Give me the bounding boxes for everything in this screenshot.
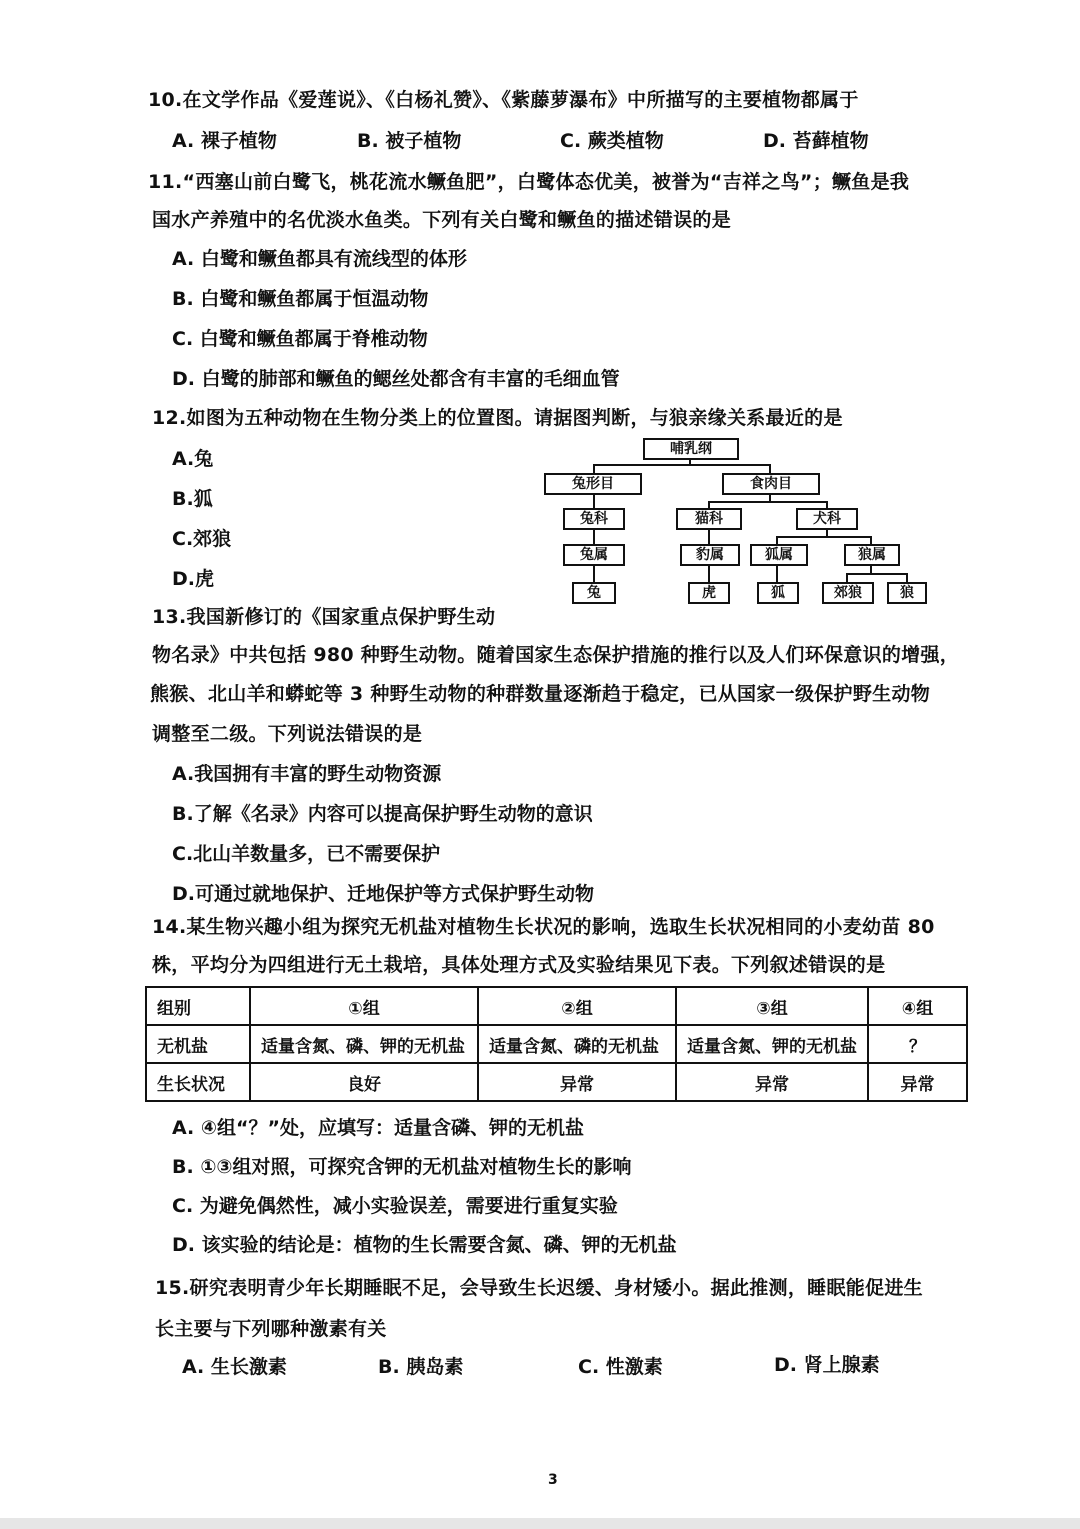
tree-genus-vulpes: 狐属 [750,544,808,566]
q14-option-b: B. ①③组对照，可探究含钾的无机盐对植物生长的影响 [172,1156,632,1178]
tree-species-fox: 狐 [757,582,799,604]
q13-option-c: C.北山羊数量多，已不需要保护 [172,843,441,865]
q11-stem-line1: 11.“西塞山前白鹭飞，桃花流水鳜鱼肥”，白鹭体态优美，被誉为“吉祥之鸟”；鳜鱼是我 [148,171,910,193]
table-cell: 良好 [250,1063,478,1101]
q11-option-c: C. 白鹭和鳜鱼都属于脊椎动物 [172,328,428,350]
q10-option-b: B. 被子植物 [357,130,462,152]
experiment-table [145,986,968,1102]
q15-option-c: C. 性激素 [578,1356,663,1378]
table-cell: 组别 [146,987,250,1025]
q14-option-c: C. 为避免偶然性，减小实验误差，需要进行重复实验 [172,1195,618,1217]
table-cell: 适量含氮、磷、钾的无机盐 [250,1025,478,1063]
table-cell: ？ [868,1025,967,1063]
tree-genus-canis: 狼属 [844,544,900,566]
q13-option-a: A.我国拥有丰富的野生动物资源 [172,763,442,785]
tree-species-tiger: 虎 [688,582,730,604]
q13-option-b: B.了解《名录》内容可以提高保护野生动物的意识 [172,803,593,825]
q13-option-d: D.可通过就地保护、迁地保护等方式保护野生动物 [172,883,594,905]
q12-option-d: D.虎 [172,568,214,590]
q10-option-c: C. 蕨类植物 [560,130,664,152]
table-row [146,1025,967,1063]
q13-stem-line2: 物名录》中共包括 980 种野生动物。随着国家生态保护措施的推行以及人们环保意识的增强， [152,644,960,666]
table-cell: ③组 [676,987,868,1025]
scan-edge [0,1518,1080,1529]
tree-family-leporidae: 兔科 [563,508,625,530]
q14-stem-line1: 14.某生物兴趣小组为探究无机盐对植物生长状况的影响，选取生长状况相同的小麦幼苗 80 [152,916,935,938]
q15-option-d: D. 肾上腺素 [774,1354,880,1376]
q10-option-a: A. 裸子植物 [172,130,277,152]
table-cell: ①组 [250,987,478,1025]
q10-option-d: D. 苔藓植物 [763,130,869,152]
tree-species-coyote: 郊狼 [822,582,874,604]
q14-option-d: D. 该实验的结论是：植物的生长需要含氮、磷、钾的无机盐 [172,1234,677,1256]
q11-stem-line2: 国水产养殖中的名优淡水鱼类。下列有关白鹭和鳜鱼的描述错误的是 [152,209,732,231]
q11-option-a: A. 白鹭和鳜鱼都具有流线型的体形 [172,248,467,270]
table-cell: 异常 [676,1063,868,1101]
table-cell: 异常 [868,1063,967,1101]
tree-species-rabbit: 兔 [572,582,616,604]
q15-option-b: B. 胰岛素 [378,1356,464,1378]
table-cell: 适量含氮、磷的无机盐 [478,1025,676,1063]
tree-genus-lepus: 兔属 [563,544,625,566]
tree-family-felidae: 猫科 [676,508,742,530]
q15-stem-line2: 长主要与下列哪种激素有关 [155,1318,387,1340]
tree-species-wolf: 狼 [887,582,927,604]
q13-stem-line3: 熊猴、北山羊和蟒蛇等 3 种野生动物的种群数量逐渐趋于稳定，已从国家一级保护野生动物 [150,683,931,705]
q13-stem-line4: 调整至二级。下列说法错误的是 [152,723,423,745]
q12-option-a: A.兔 [172,448,214,470]
q14-option-a: A. ④组“？”处，应填写：适量含磷、钾的无机盐 [172,1117,584,1139]
q10-stem: 10.在文学作品《爱莲说》、《白杨礼赞》、《紫藤萝瀑布》中所描写的主要植物都属于 [148,89,859,111]
table-cell: 生长状况 [146,1063,250,1101]
q12-stem: 12.如图为五种动物在生物分类上的位置图。请据图判断，与狼亲缘关系最近的是 [152,407,843,429]
q15-stem-line1: 15.研究表明青少年长期睡眠不足，会导致生长迟缓、身材矮小。据此推测，睡眠能促进生 [155,1277,923,1299]
q11-option-b: B. 白鹭和鳜鱼都属于恒温动物 [172,288,429,310]
table-cell: ②组 [478,987,676,1025]
table-cell: 异常 [478,1063,676,1101]
tree-family-canidae: 犬科 [796,508,858,530]
table-row [146,1063,967,1101]
tree-class-mammalia: 哺乳纲 [643,438,739,460]
q13-stem-line1: 13.我国新修订的《国家重点保护野生动 [152,606,496,628]
q15-option-a: A. 生长激素 [182,1356,287,1378]
q12-option-c: C.郊狼 [172,528,232,550]
page-number: 3 [548,1472,558,1488]
table-cell: 无机盐 [146,1025,250,1063]
q11-option-d: D. 白鹭的肺部和鳜鱼的鳃丝处都含有丰富的毛细血管 [172,368,620,390]
table-cell: ④组 [868,987,967,1025]
q12-option-b: B.狐 [172,488,213,510]
tree-order-carnivora: 食肉目 [722,473,820,495]
q14-stem-line2: 株，平均分为四组进行无土栽培，具体处理方式及实验结果见下表。下列叙述错误的是 [152,954,886,976]
table-header-row [146,987,967,1025]
tree-order-lagomorpha: 兔形目 [544,473,642,495]
table-cell: 适量含氮、钾的无机盐 [676,1025,868,1063]
tree-genus-panthera: 豹属 [680,544,740,566]
